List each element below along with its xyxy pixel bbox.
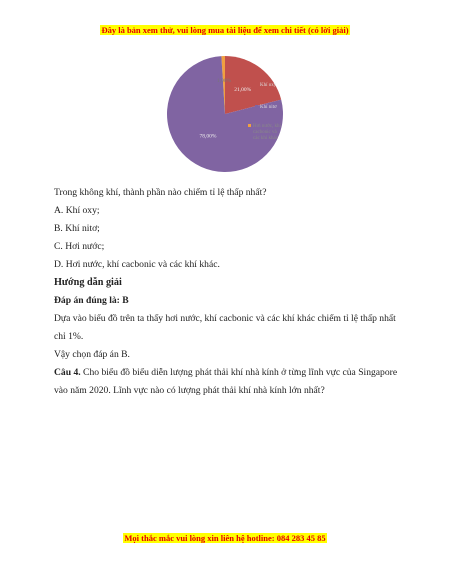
legend-swatch: [255, 105, 258, 108]
question-4: [54, 364, 404, 400]
question-4-text: Cho biểu đồ biểu diễn lượng phát thải khí nhà kính ở từng lĩnh vực của Singapore vào năm 2020. Lĩnh vực nào có lượng phát thải khí nhà kính lớn nhất?: [54, 367, 398, 396]
legend-label: Khí nitơ: [260, 105, 277, 110]
legend-entry-3: [248, 124, 281, 141]
legend-label: các khí khác: [253, 136, 278, 141]
explanation-text: Dựa vào biểu đồ trên ta thấy hơi nước, khí cacbonic và các khí khác chiếm tỉ lệ thấp nhất chỉ 1%.: [54, 313, 396, 342]
conclusion-text: Vậy chọn đáp án B.: [54, 349, 130, 360]
hotline-banner-text: Mọi thắc mắc vui lòng xin liên hệ hotline: 084 283 45 85: [124, 533, 326, 543]
pie-chart-svg: [160, 52, 320, 177]
pie-chart: [160, 52, 320, 177]
data-label-3: 78,00%: [199, 133, 217, 140]
option-d: D. Hơi nước, khí cacbonic và các khí khác.: [54, 259, 220, 270]
legend-swatch: [248, 124, 251, 127]
question-text: Trong không khí, thành phần nào chiếm tỉ lệ thấp nhất?: [54, 187, 267, 198]
data-label-1: 1,00%: [216, 78, 232, 85]
preview-banner: [0, 25, 450, 35]
hotline-banner: [0, 533, 450, 543]
option-c: C. Hơi nước;: [54, 241, 105, 252]
legend-label: Khí oxy: [260, 83, 277, 88]
data-label-2: 21,00%: [234, 87, 252, 94]
legend-label: Hơi nước, khí: [253, 124, 281, 129]
legend-swatch: [255, 83, 258, 86]
option-a: A. Khí oxy;: [54, 205, 100, 216]
guide-heading: Hướng dẫn giải: [54, 277, 122, 288]
answer-line: Đáp án đúng là: B: [54, 295, 129, 306]
legend-label: cacbonic và: [253, 130, 277, 135]
option-b: B. Khí nitơ;: [54, 223, 100, 234]
question-4-label: Câu 4.: [54, 367, 81, 378]
preview-banner-text: Đây là bản xem thử, vui lòng mua tài liệu để xem chi tiết (có lời giải): [101, 25, 349, 35]
question-content: [54, 184, 404, 400]
